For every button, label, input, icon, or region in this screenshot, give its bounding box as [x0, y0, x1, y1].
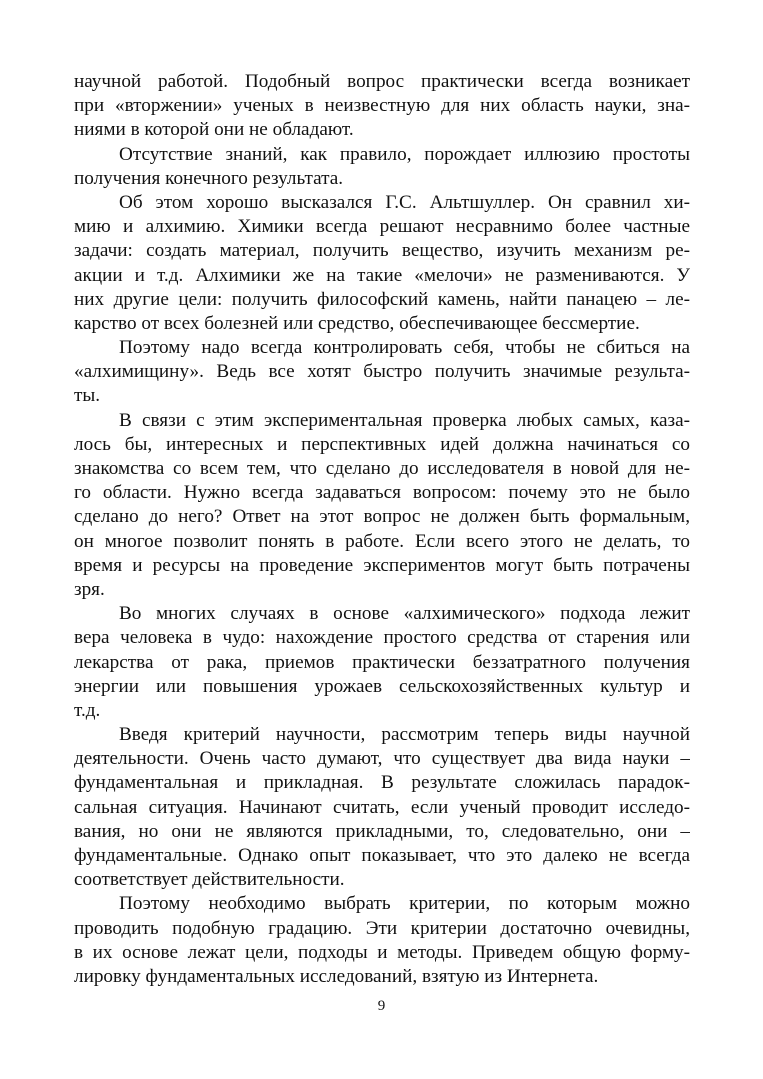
text-line: мию и алхимию. Химики всегда решают несравнимо более частные: [74, 216, 690, 238]
text-line: знакомства со всем тем, что сделано до исследователя в новой для не-: [74, 458, 690, 479]
paragraph: [74, 723, 690, 892]
text-line: проводить подобную градацию. Эти критерии достаточно очевидны,: [74, 917, 690, 939]
text-line: вания, но они не являются прикладными, то, следовательно, они –: [74, 820, 690, 842]
text-line: вера человека в чудо: нахождение простого средства от старения или: [74, 627, 690, 649]
text-line: лекарства от рака, приемов практически беззатратного получения: [74, 651, 690, 673]
text-line: сделано до него? Ответ на этот вопрос не должен быть формальным,: [74, 506, 690, 528]
text-line: деятельности. Очень часто думают, что существует два вида науки –: [74, 748, 690, 770]
paragraph: [74, 892, 690, 989]
text-line: Поэтому надо всегда контролировать себя, чтобы не сбиться на: [119, 337, 690, 359]
text-line: акции и т.д. Алхимики же на такие «мелочи» не размениваются. У: [74, 264, 690, 286]
text-line: сальная ситуация. Начинают считать, если ученый проводит исследо-: [74, 796, 690, 818]
text-line: он многое позволит понять в работе. Если всего этого не делать, то: [74, 530, 690, 552]
text-line: го области. Нужно всегда задаваться вопросом: почему это не было: [74, 482, 690, 504]
text-line: в их основе лежат цели, подходы и методы. Приведем общую форму-: [74, 941, 690, 963]
text-line: фундаментальные. Однако опыт показывает, что это далеко не всегда: [74, 845, 690, 866]
text-line: лировку фундаментальных исследований, взятую из Интернета.: [74, 965, 599, 987]
text-line: время и ресурсы на проведение экспериментов могут быть потрачены: [74, 554, 690, 576]
text-line: Отсутствие знаний, как правило, порождает иллюзию простоты: [119, 143, 690, 165]
text-line: них другие цели: получить философский камень, найти панацею – ле-: [74, 288, 690, 310]
text-line: Во многих случаях в основе «алхимического» подхода лежит: [119, 603, 690, 625]
text-line: задачи: создать материал, получить вещество, изучить механизм ре-: [74, 240, 690, 262]
text-line: получения конечного результата.: [74, 167, 344, 189]
text-line: карство от всех болезней или средство, обеспечивающее бессмертие.: [74, 312, 640, 334]
text-line: фундаментальная и прикладная. В результате сложилась парадок-: [74, 772, 690, 794]
page-body: [74, 70, 690, 989]
text-line: Об этом хорошо высказался Г.С. Альтшуллер. Он сравнил хи-: [119, 191, 690, 213]
page-number: 9: [377, 998, 386, 1014]
text-line: соответствует действительности.: [74, 869, 345, 891]
paragraph: [74, 336, 690, 409]
text-line: ты.: [74, 385, 101, 407]
text-line: Введя критерий научности, рассмотрим теперь виды научной: [119, 724, 690, 746]
text-line: при «вторжении» ученых в неизвестную для них область науки, зна-: [74, 95, 690, 117]
paragraph: [74, 191, 690, 336]
paragraph: [74, 602, 690, 723]
text-line: лось бы, интересных и перспективных идей должна начинаться со: [74, 433, 690, 455]
paragraph: [74, 409, 690, 603]
text-line: зря.: [74, 578, 105, 600]
text-line: энергии или повышения урожаев сельскохозяйственных культур и: [74, 675, 690, 697]
text-line: «алхимищину». Ведь все хотят быстро получить значимые результа-: [74, 361, 690, 383]
text-line: ниями в которой они не обладают.: [74, 119, 354, 141]
text-line: научной работой. Подобный вопрос практически всегда возникает: [74, 71, 690, 92]
text-line: т.д.: [74, 699, 101, 721]
paragraph: [74, 143, 690, 191]
paragraph: [74, 70, 690, 143]
text-line: В связи с этим экспериментальная проверка любых самых, каза-: [119, 409, 690, 431]
text-line: Поэтому необходимо выбрать критерии, по которым можно: [119, 893, 690, 915]
